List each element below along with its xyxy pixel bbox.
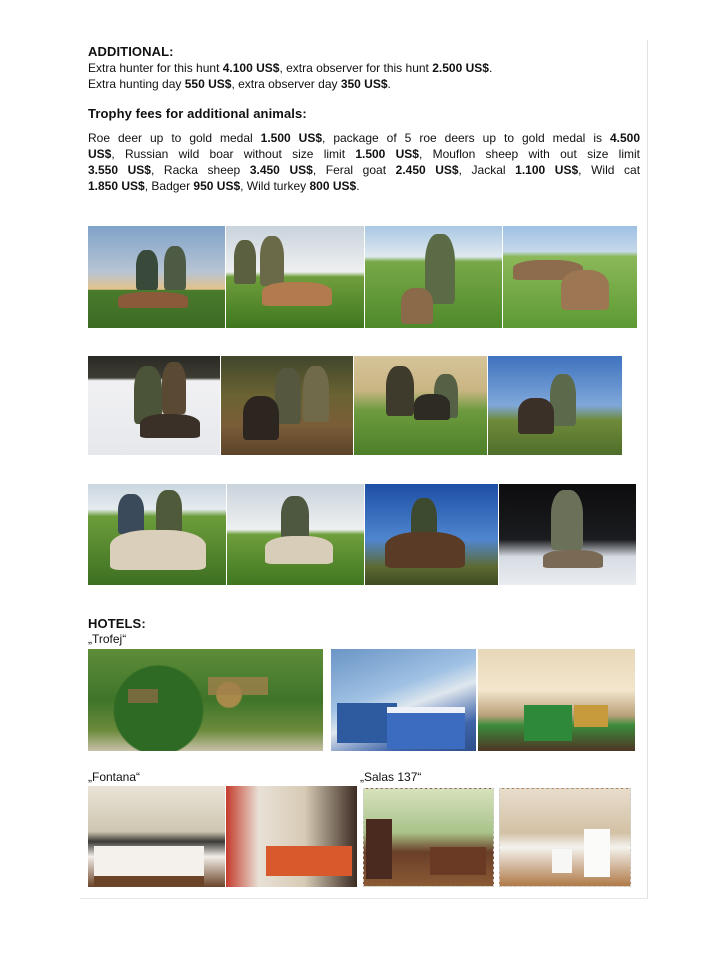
hotel-salas-room-1-photo — [363, 788, 494, 887]
hunt-photo-boar-snow — [88, 356, 220, 455]
hunt-photo-feral-goat — [88, 484, 226, 585]
hunt-photo-jackal-reeds — [354, 356, 487, 455]
hunt-photo-mouflon-bluesky — [365, 484, 498, 585]
hotel-salas-label: „Salas 137“ — [360, 770, 422, 784]
hotel-fontana-label: „Fontana“ — [88, 770, 141, 784]
page-edge-right — [647, 40, 648, 898]
hotel-fontana-room-1-photo — [88, 786, 225, 887]
hunt-photo-roe-deer-kneeling — [365, 226, 502, 328]
hotel-salas-bathroom-photo — [499, 788, 631, 887]
additional-heading: ADDITIONAL: — [88, 44, 174, 59]
hunt-photo-wild-cat-night — [499, 484, 636, 585]
trophy-line-3: 3.550 US$, Racka sheep 3.450 US$, Feral goat 2.450 US$, Jackal 1.100 US$, Wild cat — [88, 163, 641, 177]
hotel-trofej-aerial-photo — [88, 649, 323, 751]
page-edge-bottom — [80, 898, 648, 899]
hunt-photo-roe-deer-two-hunters — [226, 226, 364, 328]
trophy-fees-heading: Trophy fees for additional animals: — [88, 106, 307, 121]
hunt-photo-racka-sheep — [227, 484, 364, 585]
hunt-photo-roe-deer-sunset — [88, 226, 225, 328]
hunt-photo-roe-deer-trophies — [503, 226, 637, 328]
additional-line-1: Extra hunter for this hunt 4.100 US$, extra observer for this hunt 2.500 US$. — [88, 61, 493, 75]
additional-line-2: Extra hunting day 550 US$, extra observer day 350 US$. — [88, 77, 391, 91]
hotel-trofej-green-room-photo — [478, 649, 635, 751]
hotel-trofej-blue-room-photo — [331, 649, 476, 751]
trophy-line-1: Roe deer up to gold medal 1.500 US$, package of 5 roe deers up to gold medal is 4.500 — [88, 131, 640, 145]
hunt-photo-boar-field — [488, 356, 622, 455]
hunt-photo-mouflon-forest — [221, 356, 353, 455]
hotels-heading: HOTELS: — [88, 616, 146, 631]
hotel-fontana-room-2-photo — [226, 786, 357, 887]
hotel-trofej-label: „Trofej“ — [88, 632, 127, 646]
trophy-line-2: US$, Russian wild boar without size limit 1.500 US$, Mouflon sheep with out size limit — [88, 147, 641, 161]
trophy-line-4: 1.850 US$, Badger 950 US$, Wild turkey 800 US$. — [88, 179, 360, 193]
